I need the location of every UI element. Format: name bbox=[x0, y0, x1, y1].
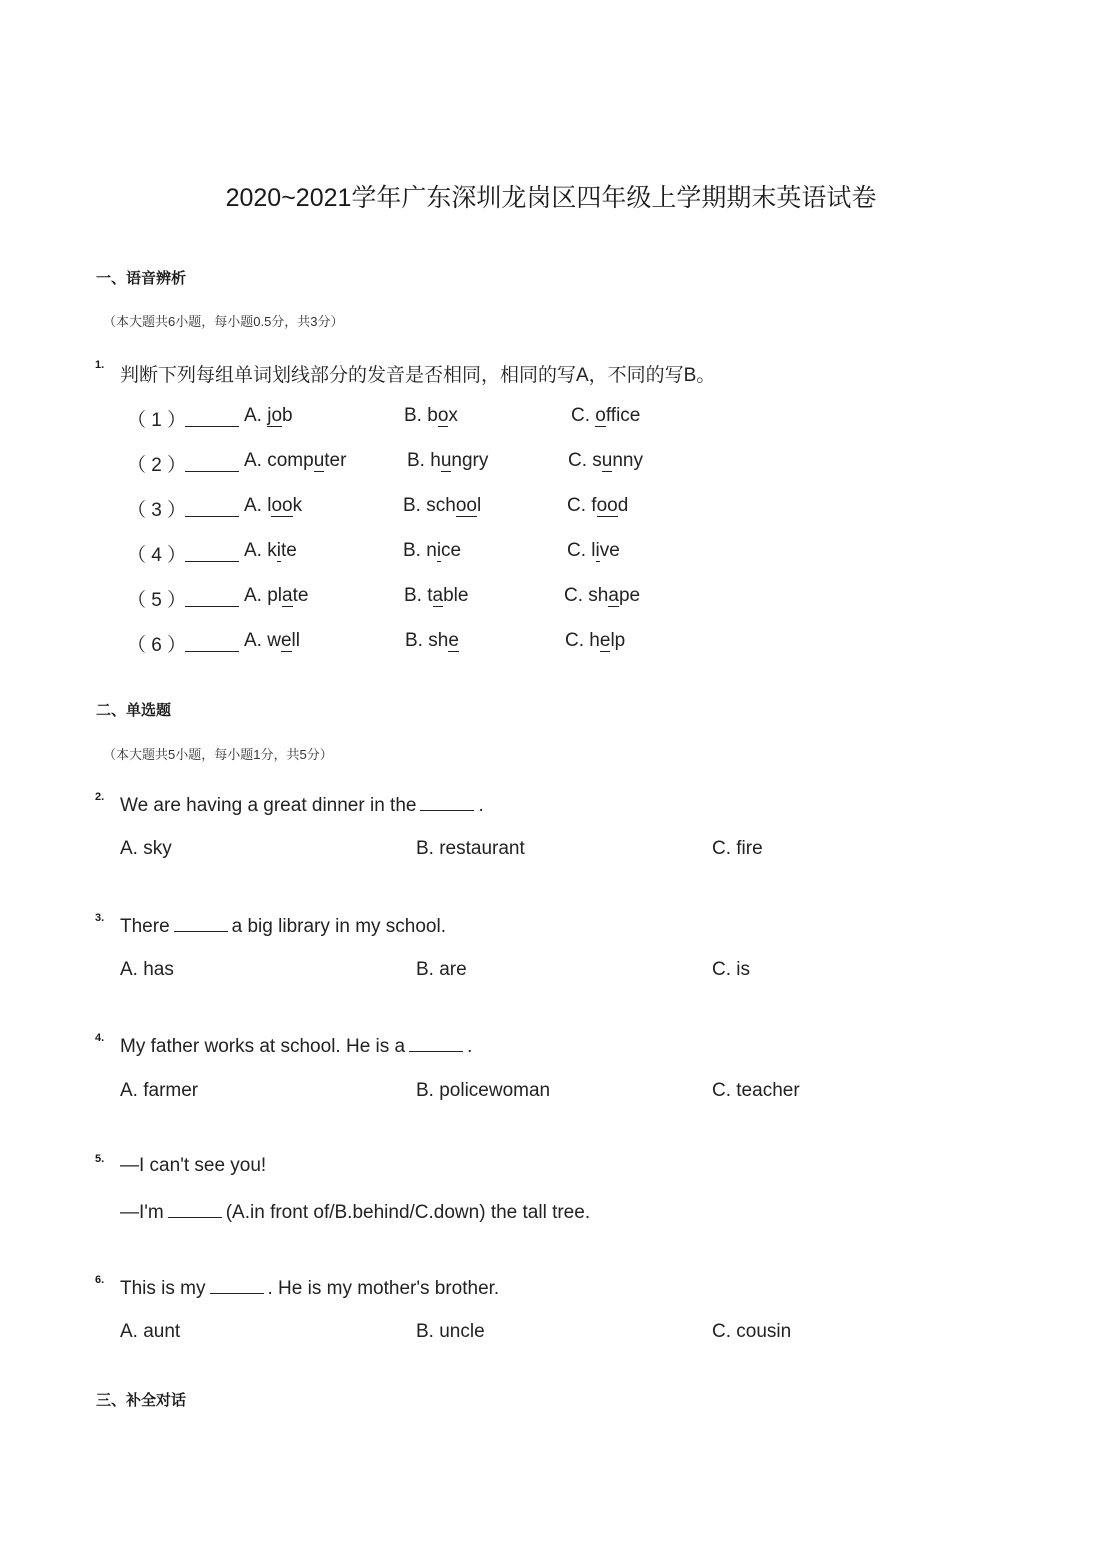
question-text-pre: There bbox=[120, 916, 170, 937]
option-a[interactable]: A. farmer bbox=[120, 1080, 199, 1101]
question-text-pre: —I'm bbox=[120, 1202, 164, 1223]
word-part: ble bbox=[443, 585, 469, 606]
question-text bbox=[120, 1034, 472, 1058]
word-part: te bbox=[292, 585, 309, 606]
word-part: B. n bbox=[403, 540, 437, 561]
underlined-letters: a bbox=[608, 585, 619, 606]
underlined-letters: i bbox=[276, 540, 281, 561]
option-a[interactable]: A. has bbox=[120, 959, 174, 980]
word-part: C. f bbox=[567, 495, 597, 516]
word-part: C. s bbox=[568, 450, 602, 471]
word-part: nny bbox=[612, 450, 643, 471]
word-part: B. sch bbox=[403, 495, 456, 516]
answer-blank[interactable] bbox=[210, 1276, 264, 1294]
option-c bbox=[565, 630, 625, 652]
section-heading-1: 一、语音辨析 bbox=[96, 270, 187, 287]
word-part: A. pl bbox=[244, 585, 283, 606]
option-c bbox=[568, 450, 643, 472]
section-note-1: （本大题共6小题，每小题0.5分，共3分） bbox=[103, 314, 344, 329]
option-a[interactable]: A. aunt bbox=[120, 1321, 181, 1342]
question-text bbox=[120, 1276, 499, 1300]
underlined-letters: e bbox=[448, 630, 459, 651]
question-text-line1: —I can't see you! bbox=[120, 1155, 267, 1176]
option-b bbox=[403, 495, 481, 517]
question-number: 1. bbox=[95, 359, 105, 371]
section-heading-3: 三、补全对话 bbox=[96, 1392, 187, 1409]
option-b bbox=[404, 405, 458, 427]
underlined-letters: j bbox=[267, 405, 272, 426]
option-b bbox=[407, 450, 488, 472]
word-part: d bbox=[617, 495, 629, 516]
option-c bbox=[567, 495, 628, 517]
option-b bbox=[405, 630, 459, 652]
item-label: （ 1 ） bbox=[127, 410, 187, 431]
word-part: B. sh bbox=[405, 630, 449, 651]
word-part: ffice bbox=[605, 405, 641, 426]
underlined-letters: e bbox=[599, 630, 611, 651]
answer-blank[interactable] bbox=[185, 605, 239, 607]
option-a bbox=[244, 540, 297, 562]
option-b bbox=[403, 540, 461, 562]
underlined-letters: u bbox=[440, 450, 452, 471]
option-b bbox=[404, 585, 468, 607]
question-number: 2. bbox=[95, 791, 105, 803]
option-a bbox=[244, 405, 293, 427]
underlined-letters: u bbox=[313, 450, 325, 471]
question-text-post: . He is my mother's brother. bbox=[267, 1278, 500, 1299]
word-part: B. t bbox=[404, 585, 433, 606]
word-part: A. k bbox=[244, 540, 277, 561]
underlined-letters: u bbox=[601, 450, 613, 471]
question-number: 5. bbox=[95, 1153, 105, 1165]
section-heading-2: 二、单选题 bbox=[96, 702, 172, 719]
underlined-letters: oo bbox=[271, 495, 293, 516]
answer-blank[interactable] bbox=[185, 560, 239, 562]
word-part: B. h bbox=[407, 450, 441, 471]
question-number: 4. bbox=[95, 1032, 105, 1044]
page-title: 2020~2021学年广东深圳龙岗区四年级上学期期末英语试卷 bbox=[225, 184, 877, 212]
question-text-pre: We are having a great dinner in the bbox=[120, 795, 417, 816]
item-label: （ 3 ） bbox=[127, 500, 187, 521]
word-part: x bbox=[448, 405, 458, 426]
answer-blank[interactable] bbox=[174, 914, 228, 932]
word-part: A. w bbox=[244, 630, 281, 651]
question-text-line2 bbox=[120, 1200, 590, 1224]
answer-blank[interactable] bbox=[185, 515, 239, 517]
underlined-letters: i bbox=[436, 540, 442, 561]
underlined-letters: o bbox=[595, 405, 606, 426]
option-c bbox=[571, 405, 640, 427]
item-label: （ 6 ） bbox=[127, 635, 187, 656]
word-part: C. bbox=[571, 405, 596, 426]
answer-blank[interactable] bbox=[420, 793, 474, 811]
question-text-pre: This is my bbox=[120, 1278, 206, 1299]
option-b[interactable]: B. restaurant bbox=[416, 838, 525, 859]
question-text bbox=[120, 793, 484, 817]
word-part: te bbox=[280, 540, 297, 561]
option-c bbox=[564, 585, 640, 607]
answer-blank[interactable] bbox=[185, 425, 239, 427]
option-c[interactable]: C. fire bbox=[712, 838, 763, 859]
question-number: 6. bbox=[95, 1274, 105, 1286]
underlined-letters: e bbox=[280, 630, 292, 651]
word-part: ngry bbox=[451, 450, 489, 471]
question-text-pre: My father works at school. He is a bbox=[120, 1036, 406, 1057]
option-b[interactable]: B. policewoman bbox=[416, 1080, 551, 1101]
word-part: b bbox=[282, 405, 293, 426]
option-c bbox=[567, 540, 620, 562]
answer-blank[interactable] bbox=[168, 1200, 222, 1218]
underlined-letters: a bbox=[282, 585, 293, 606]
underlined-letters: oo bbox=[455, 495, 477, 516]
option-a bbox=[244, 630, 300, 652]
word-part: ce bbox=[441, 540, 462, 561]
answer-blank[interactable] bbox=[185, 650, 239, 652]
option-a bbox=[244, 585, 308, 607]
option-b[interactable]: B. are bbox=[416, 959, 467, 980]
question-text-post: a big library in my school. bbox=[231, 916, 447, 937]
underlined-letters: oo bbox=[596, 495, 618, 516]
item-label: （ 2 ） bbox=[127, 455, 187, 476]
question-number: 3. bbox=[95, 912, 105, 924]
underlined-letters: a bbox=[432, 585, 444, 606]
question-text: 判断下列每组单词划线部分的发音是否相同，相同的写A，不同的写B。 bbox=[120, 365, 716, 386]
word-part: ter bbox=[324, 450, 347, 471]
word-part: k bbox=[292, 495, 303, 516]
item-label: （ 5 ） bbox=[127, 590, 187, 611]
word-part: A. bbox=[244, 405, 268, 426]
answer-blank[interactable] bbox=[185, 470, 239, 472]
word-part: C. l bbox=[567, 540, 596, 561]
question-text-post: . bbox=[478, 795, 484, 816]
word-part: C. sh bbox=[564, 585, 609, 606]
option-a bbox=[244, 495, 302, 517]
word-part: pe bbox=[618, 585, 641, 606]
word-part: A. comp bbox=[244, 450, 314, 471]
option-b[interactable]: B. uncle bbox=[416, 1321, 485, 1342]
option-c[interactable]: C. cousin bbox=[712, 1321, 792, 1342]
word-part: C. h bbox=[565, 630, 600, 651]
word-part: lp bbox=[610, 630, 626, 651]
section-note-2: （本大题共5小题，每小题1分，共5分） bbox=[103, 747, 333, 762]
option-a bbox=[244, 450, 346, 472]
question-text bbox=[120, 914, 446, 938]
item-label: （ 4 ） bbox=[127, 545, 187, 566]
question-text-post: (A.in front of/B.behind/C.down) the tall tree. bbox=[225, 1202, 591, 1223]
underlined-letters: o bbox=[271, 405, 283, 426]
word-part: ve bbox=[599, 540, 620, 561]
word-part: B. b bbox=[404, 405, 438, 426]
option-c[interactable]: C. teacher bbox=[712, 1080, 800, 1101]
option-a[interactable]: A. sky bbox=[120, 838, 172, 859]
underlined-letters: i bbox=[595, 540, 600, 561]
underlined-letters: o bbox=[437, 405, 449, 426]
option-c[interactable]: C. is bbox=[712, 959, 750, 980]
word-part: ll bbox=[291, 630, 300, 651]
answer-blank[interactable] bbox=[409, 1034, 463, 1052]
question-text-post: . bbox=[467, 1036, 473, 1057]
word-part: l bbox=[476, 495, 482, 516]
word-part: A. l bbox=[244, 495, 272, 516]
